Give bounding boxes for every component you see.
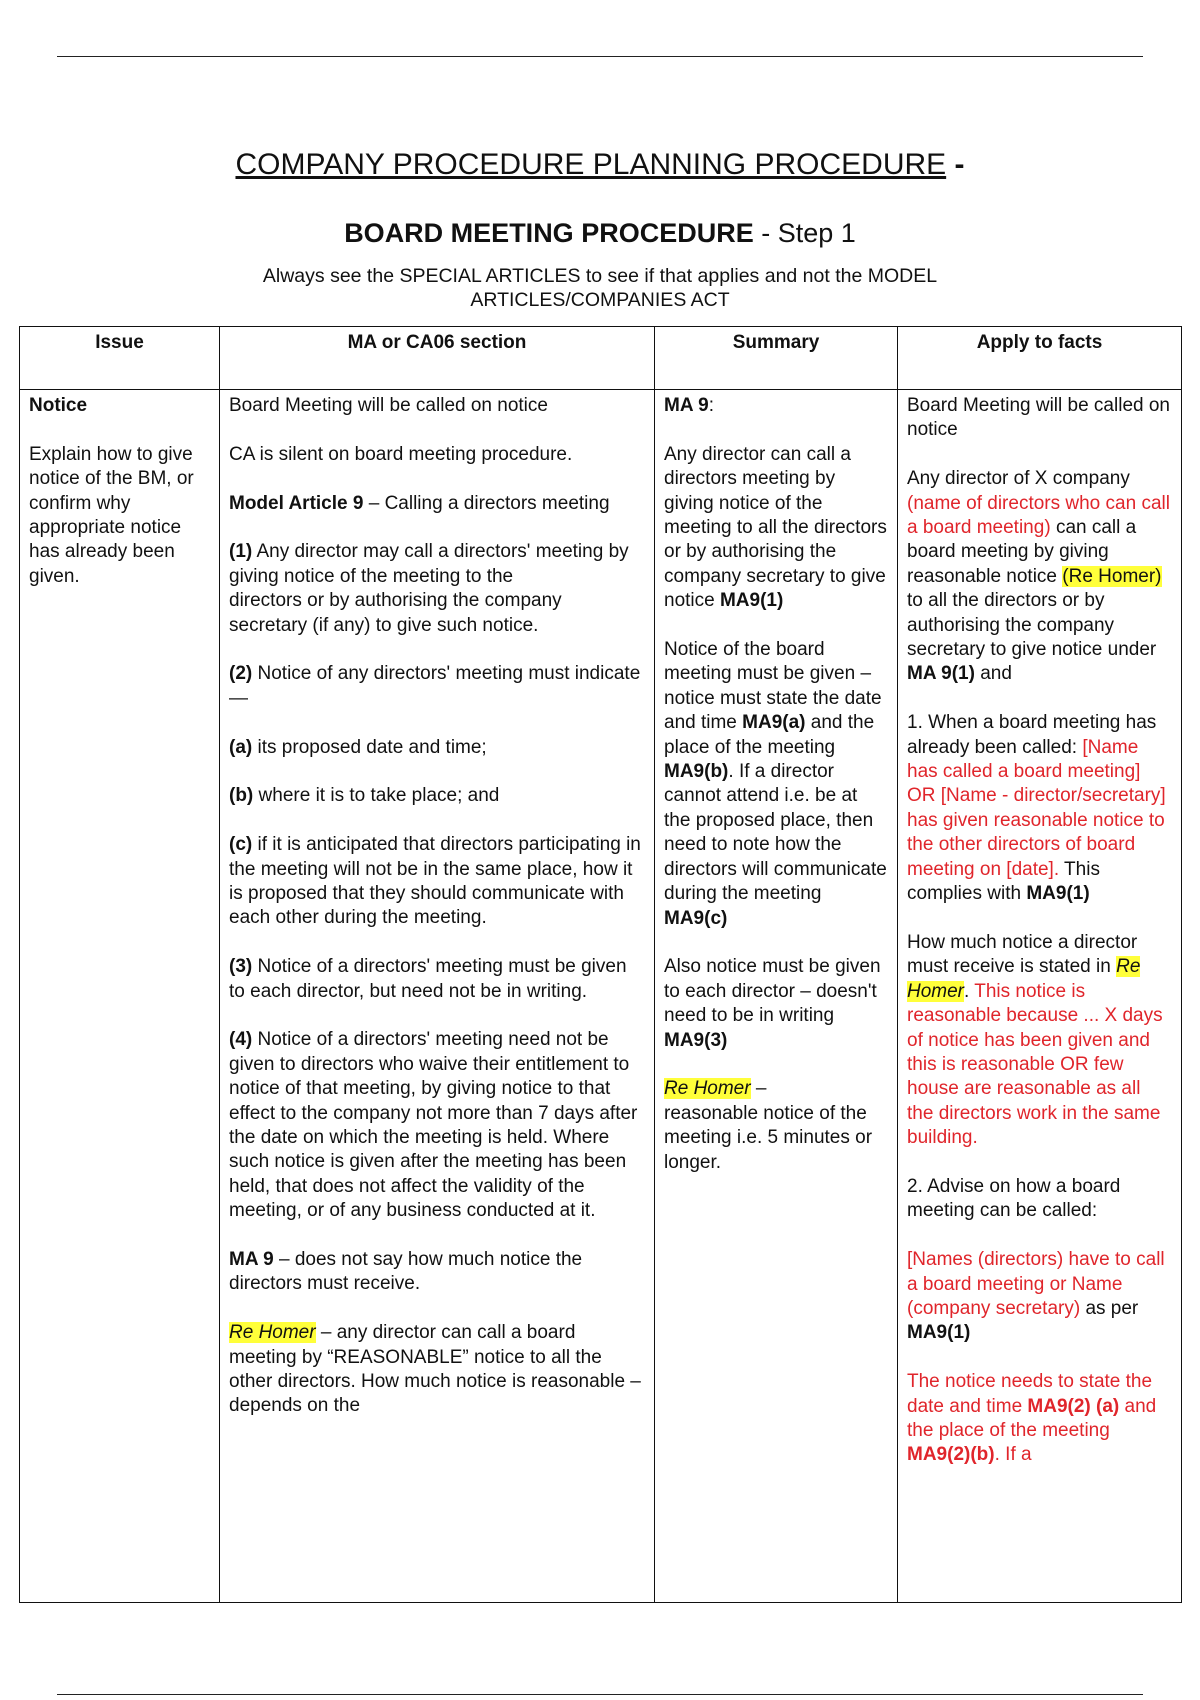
summary-s1: MA 9:: [664, 395, 714, 416]
facts-f5: 2. Advise on how a board meeting can be called:: [907, 1175, 1121, 1222]
subtitle-step: - Step 1: [761, 218, 856, 248]
section-cell: [220, 390, 655, 1603]
summary-s3: Notice of the board meeting must be given – notice must state the date and time MA9(a) and the place of the meeting MA9(b). If a director cannot attend i.e. be at the proposed place, then need to note how the directors will communicate during the meeting MA9(c): [664, 639, 887, 929]
section-p5: (2) Notice of any directors' meeting must indicate—: [229, 663, 641, 709]
section-p1: Board Meeting will be called on notice: [229, 395, 548, 416]
facts-f3: 1. When a board meeting has already been called: [Name has called a board meeting] OR [Name - director/secretary] has given reasonable notice to the other directors of board meeting on [date]. This complies with MA9(1): [907, 712, 1166, 905]
section-p9: (3) Notice of a directors' meeting must be given to each director, but need not be in writing.: [229, 956, 627, 1002]
facts-f7: The notice needs to state the date and time MA9(2) (a) and the place of the meeting MA9(2)(b). If a: [907, 1371, 1157, 1466]
top-rule: [57, 56, 1143, 57]
facts-f4: How much notice a director must receive is stated in Re Homer. This notice is reasonable because ... X days of notice has been given and this is reasonable OR few house are reasonable as all the directors work in the same building.: [907, 931, 1163, 1149]
summary-s5: Re Homer – reasonable notice of the meeting i.e. 5 minutes or longer.: [664, 1078, 873, 1173]
issue-heading: Notice: [29, 395, 88, 416]
facts-f6: [Names (directors) have to call a board meeting or Name (company secretary) as per MA9(1): [907, 1249, 1165, 1344]
page-title: [0, 148, 1200, 182]
section-p7: (b) where it is to take place; and: [229, 785, 500, 807]
page-subtitle: [0, 217, 1200, 249]
header-summary: Summary: [655, 327, 898, 390]
summary-s4: Also notice must be given to each director – doesn't need to be in writing MA9(3): [664, 956, 881, 1051]
facts-f1: Board Meeting will be called on notice: [907, 395, 1170, 441]
section-p2: CA is silent on board meeting procedure.: [229, 443, 573, 465]
summary-s2: Any director can call a directors meeting by giving notice of the meeting to all the directors or by authorising the company secretary to give notice MA9(1): [664, 443, 887, 612]
page-title-text: COMPANY PROCEDURE PLANNING PROCEDURE: [235, 148, 947, 181]
facts-cell: [898, 390, 1182, 1603]
section-p10: (4) Notice of a directors' meeting need not be given to directors who waive their entitlement to notice of that meeting, by giving notice to that effect to the company not more than 7 days after the date on which the meeting is held. Where such notice is given after the meeting has been held, that does not affect the validity of the meeting, or of any business conducted at it.: [229, 1029, 638, 1222]
procedure-table: [19, 326, 1182, 1603]
section-p8: (c) if it is anticipated that directors participating in the meeting will not be in the same place, how it is proposed that they should communicate with each other during the meeting.: [229, 834, 641, 929]
section-p4: (1) Any director may call a directors' meeting by giving notice of the meeting to the directors or by authorising the company secretary (if any) to give such notice.: [229, 541, 629, 636]
page-title-dash: -: [954, 148, 965, 181]
section-p11: MA 9 – does not say how much notice the directors must receive.: [229, 1249, 583, 1295]
table-row: [20, 390, 1182, 1603]
header-section: MA or CA06 section: [220, 327, 655, 390]
section-p12: Re Homer – any director can call a board meeting by “REASONABLE” notice to all the other directors. How much notice is reasonable – depends on the: [229, 1322, 641, 1417]
subtitle-bold: BOARD MEETING PROCEDURE: [344, 218, 754, 248]
section-p6: (a) its proposed date and time;: [229, 736, 487, 758]
facts-f2: Any director of X company (name of directors who can call a board meeting) can call a board meeting by giving reasonable notice (Re Homer) to all the directors or by authorising the company secretary to give notice under MA 9(1) and: [907, 468, 1170, 685]
issue-cell: [20, 390, 220, 1603]
issue-text: Explain how to give notice of the BM, or confirm why appropriate notice has already been given.: [29, 443, 194, 587]
bottom-rule: [57, 1694, 1143, 1695]
summary-cell: [655, 390, 898, 1603]
section-p3: Model Article 9 – Calling a directors meeting: [229, 492, 610, 514]
table-header-row: [20, 327, 1182, 390]
articles-note: Always see the SPECIAL ARTICLES to see if that applies and not the MODEL ARTICLES/COMPANIES ACT: [262, 265, 938, 311]
header-issue: Issue: [20, 327, 220, 390]
header-facts: Apply to facts: [898, 327, 1182, 390]
